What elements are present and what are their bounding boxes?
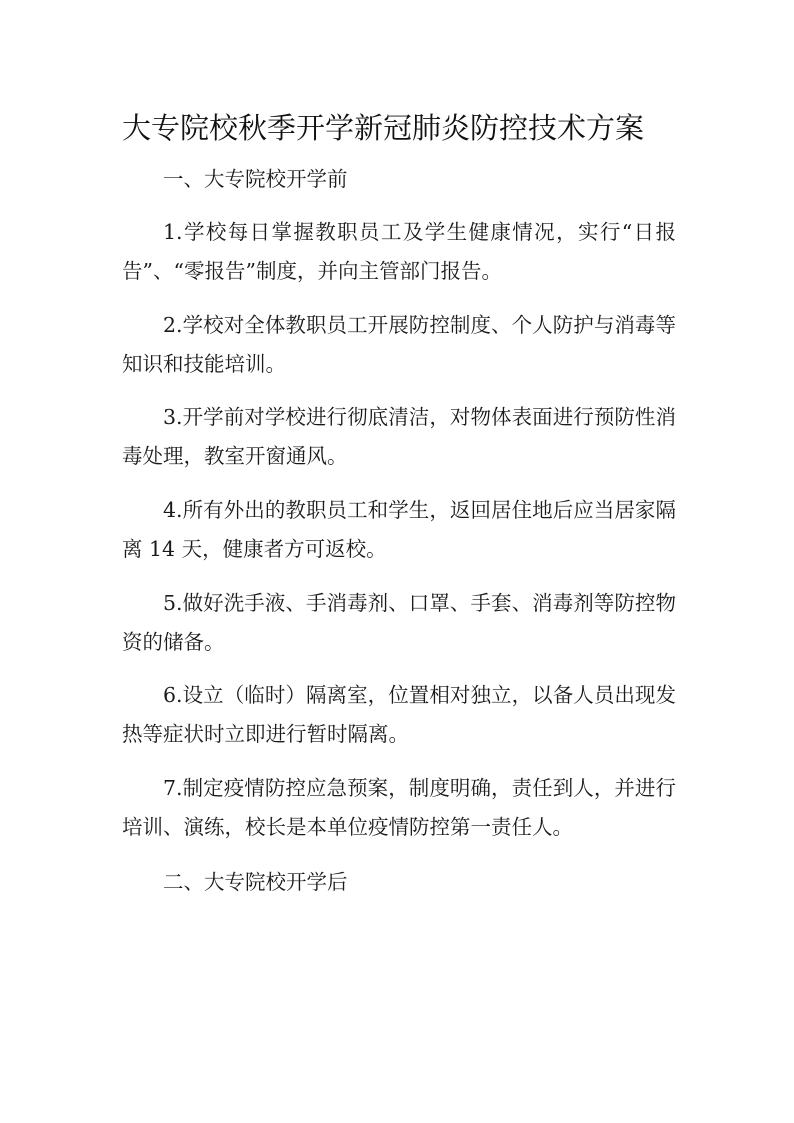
section-heading-before-opening: 一、大专院校开学前 bbox=[163, 167, 348, 191]
paragraph-item-4: 4.所有外出的教职员工和学生，返回居住地后应当居家隔离 14 天，健康者方可返校。 bbox=[122, 498, 676, 561]
paragraph-item-7: 7.制定疫情防控应急预案，制度明确，责任到人，并进行培训、演练，校长是本单位疫情防控第一责任人。 bbox=[122, 776, 676, 839]
paragraph-item-2: 2.学校对全体教职员工开展防控制度、个人防护与消毒等知识和技能培训。 bbox=[122, 313, 676, 376]
paragraph-item-1: 1.学校每日掌握教职员工及学生健康情况，实行“日报告”、“零报告”制度，并向主管部门报告。 bbox=[122, 220, 676, 283]
paragraph-item-3: 3.开学前对学校进行彻底清洁，对物体表面进行预防性消毒处理，教室开窗通风。 bbox=[122, 405, 676, 468]
paragraph-item-6: 6.设立（临时）隔离室，位置相对独立，以备人员出现发热等症状时立即进行暂时隔离。 bbox=[122, 683, 676, 746]
document-title: 大专院校秋季开学新冠肺炎防控技术方案 bbox=[122, 111, 645, 145]
section-heading-after-opening: 二、大专院校开学后 bbox=[163, 870, 348, 894]
paragraph-item-5: 5.做好洗手液、手消毒剂、口罩、手套、消毒剂等防控物资的储备。 bbox=[122, 591, 676, 654]
